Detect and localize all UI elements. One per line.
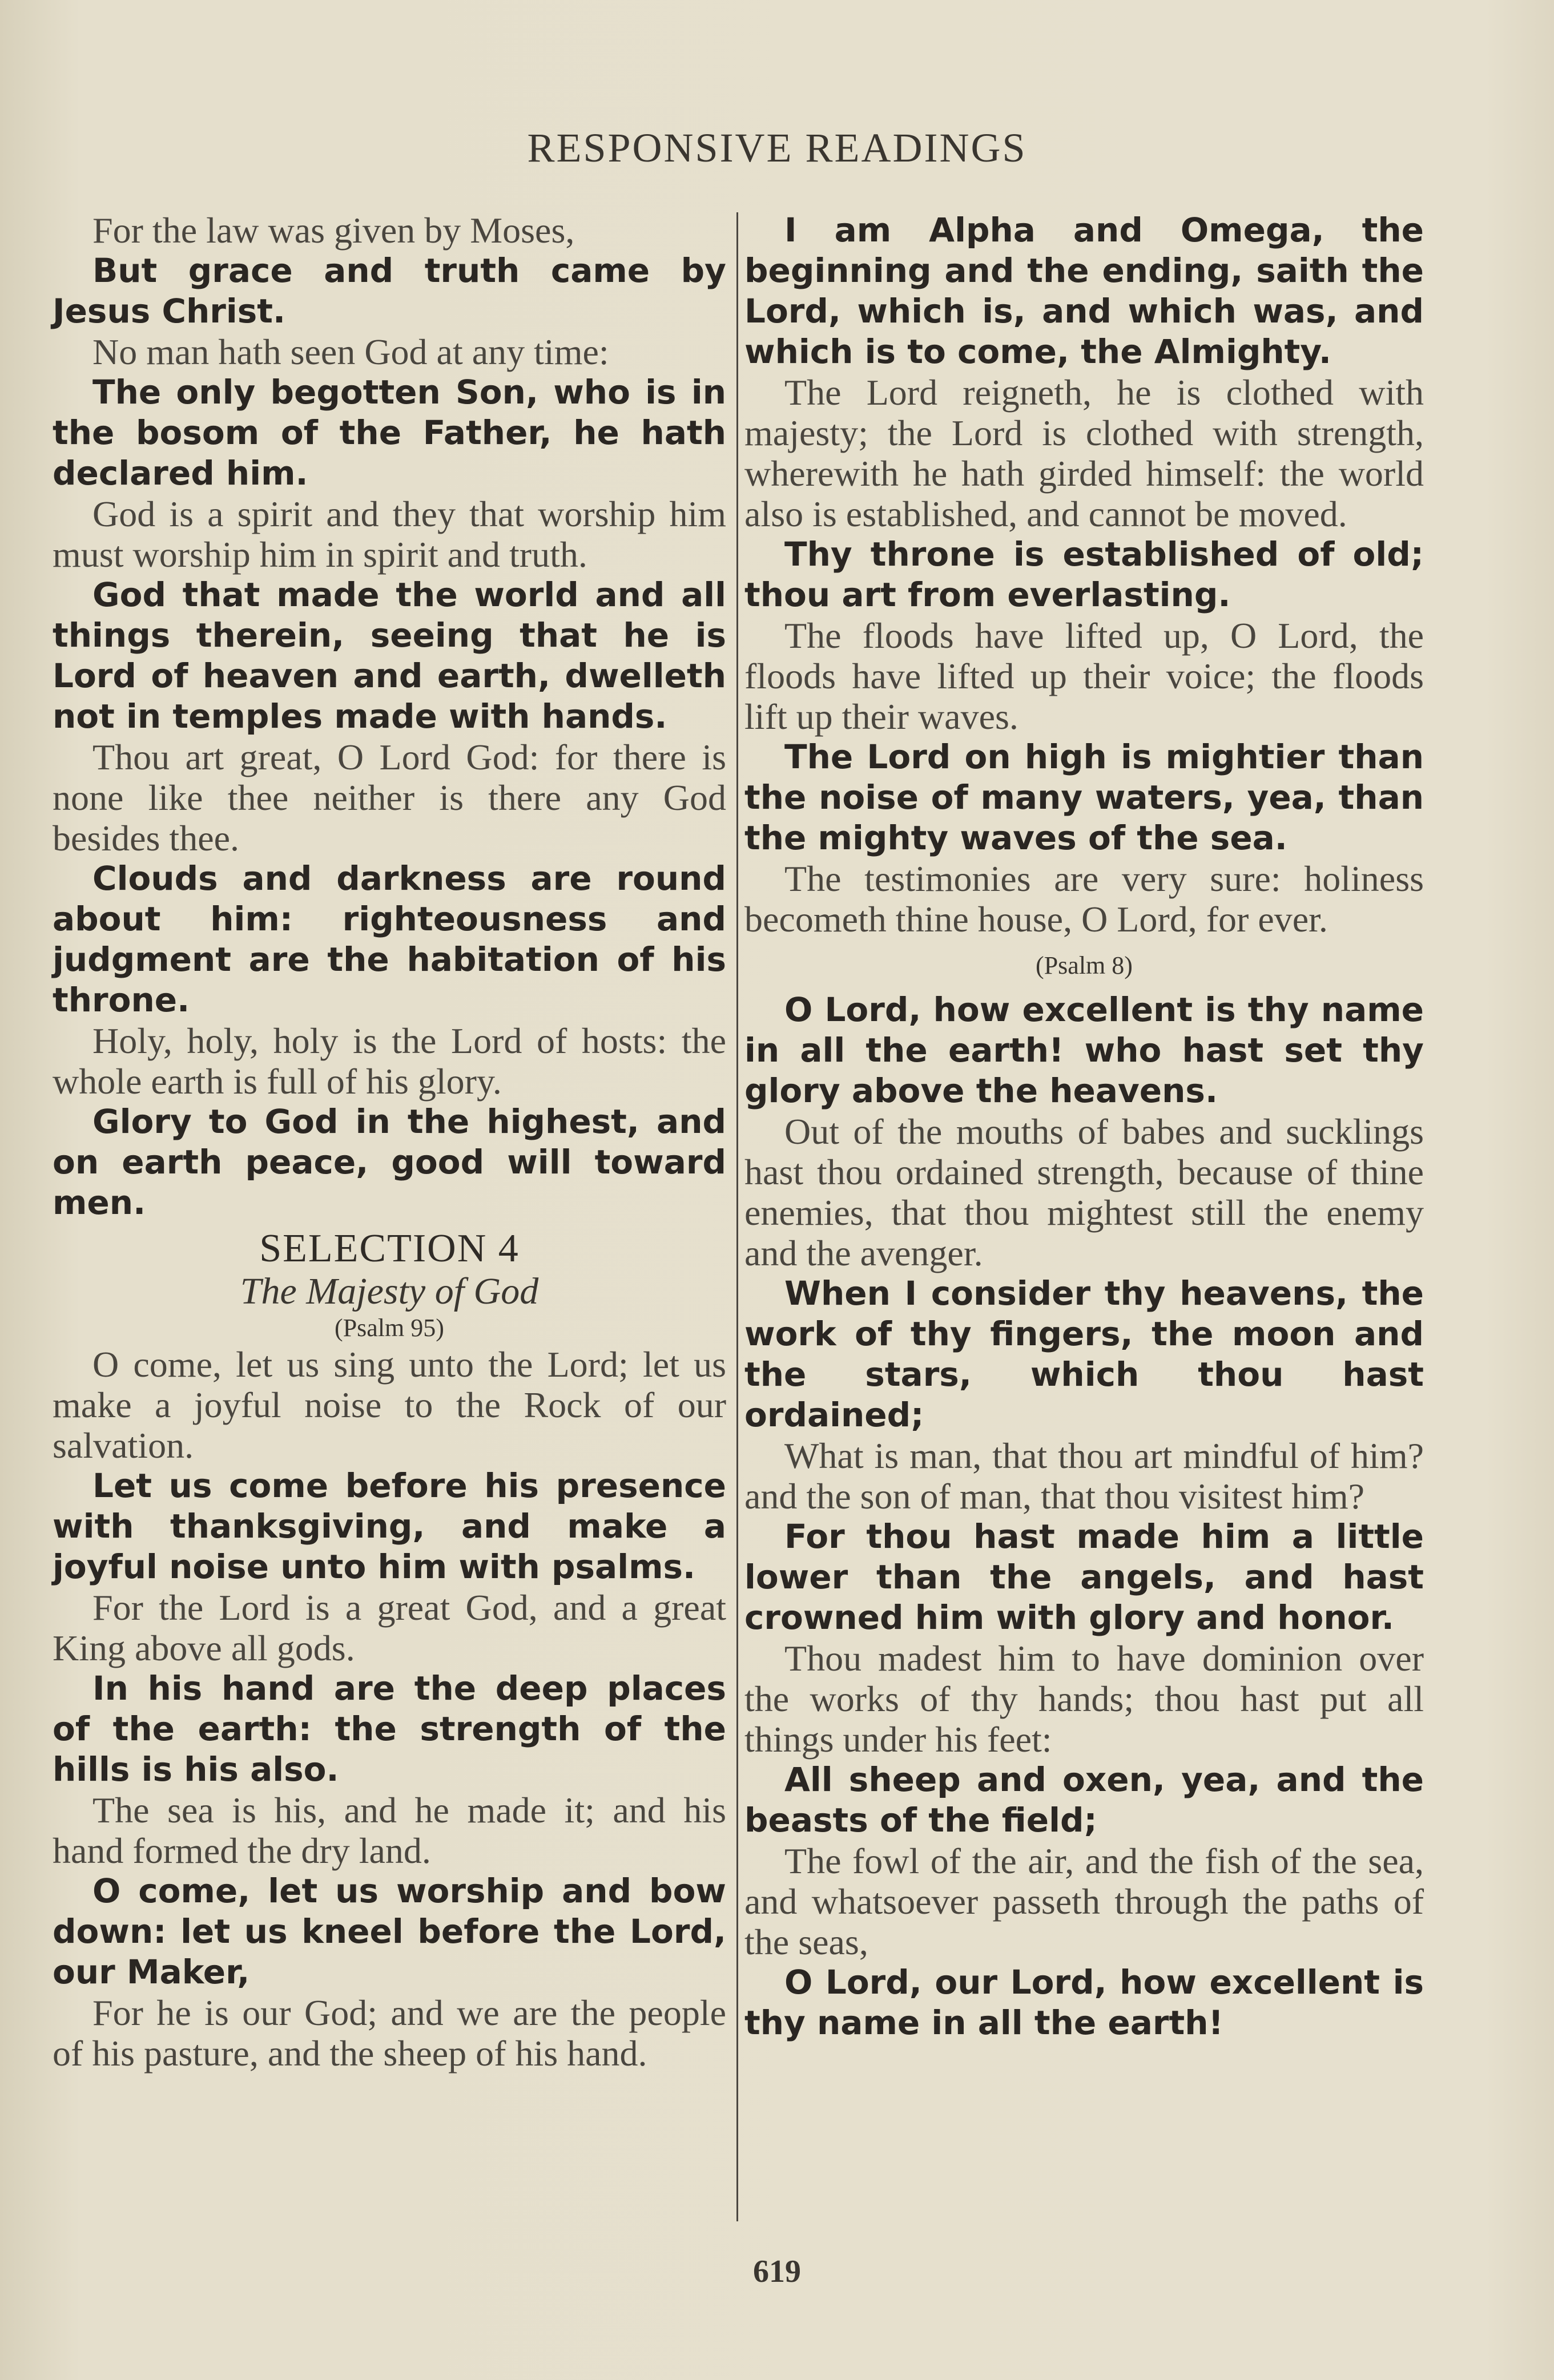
- congregation-response: Glory to God in the highest, and on earth peace, good will toward men.: [53, 1102, 726, 1222]
- leader-verse: The fowl of the air, and the fish of the sea, and whatsoever passeth through the paths of the seas,: [744, 1841, 1424, 1962]
- leader-verse: Holy, holy, holy is the Lord of hosts: the whole earth is full of his glory.: [53, 1020, 726, 1102]
- column-divider: [736, 212, 738, 2221]
- leader-verse: No man hath seen God at any time:: [92, 332, 609, 372]
- congregation-response: Clouds and darkness are round about him: righteousness and judgment are the habitation of his throne.: [53, 859, 726, 1019]
- leader-verse: For he is our God; and we are the people of his pasture, and the sheep of his hand.: [53, 1992, 726, 2074]
- leader-verse: Thou art great, O Lord God: for there is none like thee neither is there any God besides thee.: [53, 737, 726, 858]
- right-readings-post: [744, 990, 1424, 2043]
- psalm-reference: (Psalm 8): [1036, 951, 1133, 979]
- congregation-response: For thou hast made him a little lower than the angels, and hast crowned him with glory and honor.: [744, 1517, 1424, 1637]
- congregation-response: But grace and truth came by Jesus Christ.: [53, 251, 726, 330]
- congregation-response: God that made the world and all things therein, seeing that he is Lord of heaven and earth, dwelleth not in temples made with hands.: [53, 575, 726, 736]
- leader-verse: Thou madest him to have dominion over the works of thy hands; thou hast put all things under his feet:: [744, 1638, 1424, 1760]
- right-column: [744, 210, 1424, 2043]
- leader-verse: God is a spirit and they that worship him must worship him in spirit and truth.: [53, 494, 726, 575]
- congregation-response: Let us come before his presence with thanksgiving, and make a joyful noise unto him with psalms.: [53, 1466, 726, 1586]
- leader-verse: The Lord reigneth, he is clothed with majesty; the Lord is clothed with strength, wherewith he hath girded himself: the world also is established, and cannot be moved.: [744, 372, 1424, 534]
- left-readings-pre: [53, 210, 726, 1223]
- congregation-response: When I consider thy heavens, the work of thy fingers, the moon and the stars, which thou hast ordained;: [744, 1274, 1424, 1434]
- page-number: 619: [753, 2254, 801, 2289]
- left-column: [53, 210, 726, 2074]
- congregation-response: The only begotten Son, who is in the bosom of the Father, he hath declared him.: [53, 373, 726, 493]
- leader-verse: For the Lord is a great God, and a great King above all gods.: [53, 1587, 726, 1668]
- selection-heading: SELECTION 4: [259, 1227, 520, 1270]
- leader-verse: The sea is his, and he made it; and his hand formed the dry land.: [53, 1790, 726, 1871]
- congregation-response: All sheep and oxen, yea, and the beasts of the field;: [744, 1760, 1424, 1840]
- selection-subtitle: The Majesty of God: [240, 1270, 539, 1312]
- leader-verse: What is man, that thou art mindful of him? and the son of man, that thou visitest him?: [744, 1435, 1424, 1516]
- page-header: RESPONSIVE READINGS: [527, 125, 1027, 171]
- leader-verse: The testimonies are very sure: holiness becometh thine house, O Lord, for ever.: [744, 858, 1424, 939]
- psalm-reference: (Psalm 95): [335, 1314, 444, 1342]
- congregation-response: I am Alpha and Omega, the beginning and the ending, saith the Lord, which is, and which was, and which is to come, the Almighty.: [744, 211, 1424, 371]
- congregation-response: O come, let us worship and bow down: let us kneel before the Lord, our Maker,: [53, 1871, 726, 1991]
- left-readings-post: [53, 1344, 726, 2074]
- right-readings-pre: [744, 210, 1424, 939]
- congregation-response: The Lord on high is mightier than the noise of many waters, yea, than the mighty waves of the sea.: [744, 737, 1424, 857]
- leader-verse: For the law was given by Moses,: [92, 210, 575, 251]
- leader-verse: The floods have lifted up, O Lord, the floods have lifted up their voice; the floods lift up their waves.: [744, 615, 1424, 737]
- congregation-response: O Lord, our Lord, how excellent is thy name in all the earth!: [744, 1963, 1424, 2042]
- congregation-response: Thy throne is established of old; thou art from everlasting.: [744, 535, 1424, 614]
- congregation-response: O Lord, how excellent is thy name in all the earth! who hast set thy glory above the heavens.: [744, 990, 1424, 1110]
- leader-verse: O come, let us sing unto the Lord; let us make a joyful noise to the Rock of our salvation.: [53, 1344, 726, 1466]
- leader-verse: Out of the mouths of babes and sucklings hast thou ordained strength, because of thine enemies, that thou mightest still the enemy and the avenger.: [744, 1111, 1424, 1273]
- congregation-response: In his hand are the deep places of the earth: the strength of the hills is his also.: [53, 1669, 726, 1789]
